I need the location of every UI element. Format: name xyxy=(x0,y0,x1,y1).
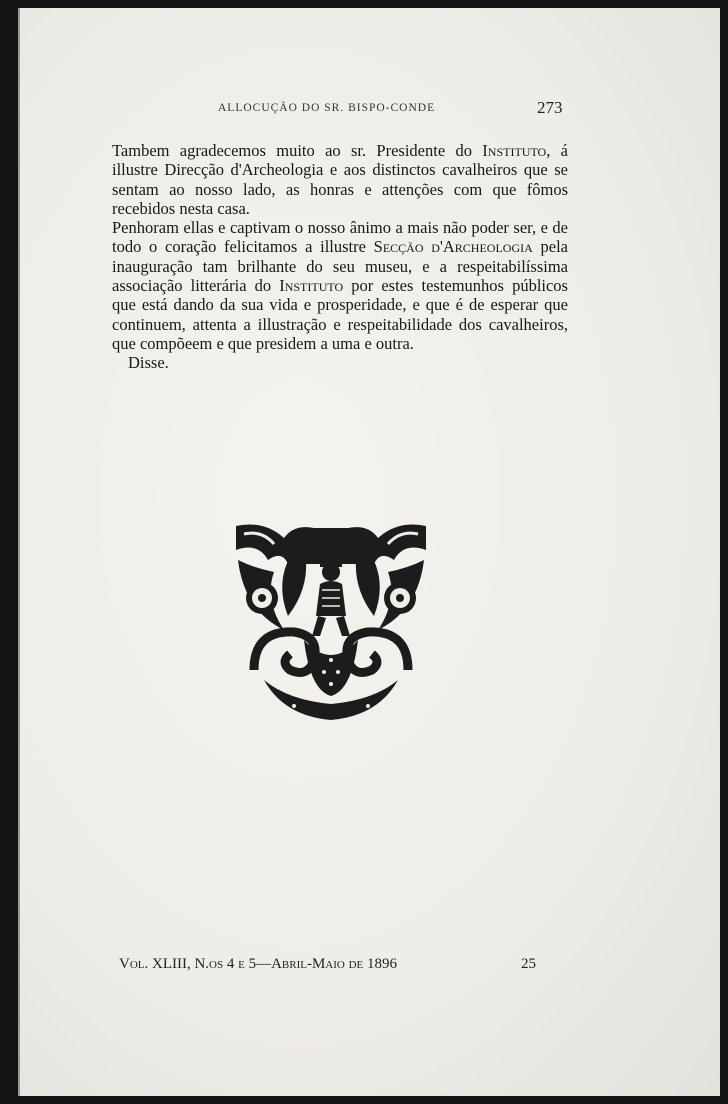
running-header: ALLOCUÇÃO DO SR. BISPO-CONDE xyxy=(218,102,436,114)
paragraph-2-smallcaps-1: Secção d'Archeologia xyxy=(373,237,533,257)
volume-info: Vol. XLIII, N.os 4 e 5—Abril-Maio de 1896 xyxy=(119,956,398,972)
paragraph-2-text-a: Penhoram ellas e captivam o nosso ânimo a mais não poder ser, e de todo o coração felicitamos a illustre xyxy=(112,218,568,257)
paragraph-1-smallcaps: Instituto xyxy=(482,141,547,160)
paragraph-1-text-b: , á illustre Direcção d'Archeologia e aos distinctos cavalheiros que se sentam ao nosso lado, as honras e attenções com que fômos recebidos nesta casa. xyxy=(112,141,568,218)
paragraph-1-text-a: Tambem agradecemos muito ao sr. Presidente do xyxy=(112,141,483,160)
body-text xyxy=(112,141,568,373)
paragraph-2 xyxy=(112,218,568,353)
closing-line xyxy=(112,353,568,372)
paragraph-2-text-b: pela inauguração tam brilhante do seu museu, e a respeitabilíssima associação litterária do xyxy=(112,237,568,296)
signature-mark: 25 xyxy=(521,956,536,972)
paragraph-1 xyxy=(112,141,568,218)
closing-text: Disse. xyxy=(128,353,169,373)
page-number: 273 xyxy=(537,98,563,117)
paragraph-2-text-c: por estes testemunhos públicos que está dando da sua vida e prosperidade, e que é de esperar que continuem, attenta a illustração e respeitabilidade dos cavalheiros, que compõeem e que presidem a uma e outra. xyxy=(112,276,568,353)
paragraph-2-smallcaps-2: Instituto xyxy=(279,276,344,296)
volume-footer xyxy=(119,956,397,973)
floral-vignette-with-figure-icon xyxy=(234,520,428,724)
